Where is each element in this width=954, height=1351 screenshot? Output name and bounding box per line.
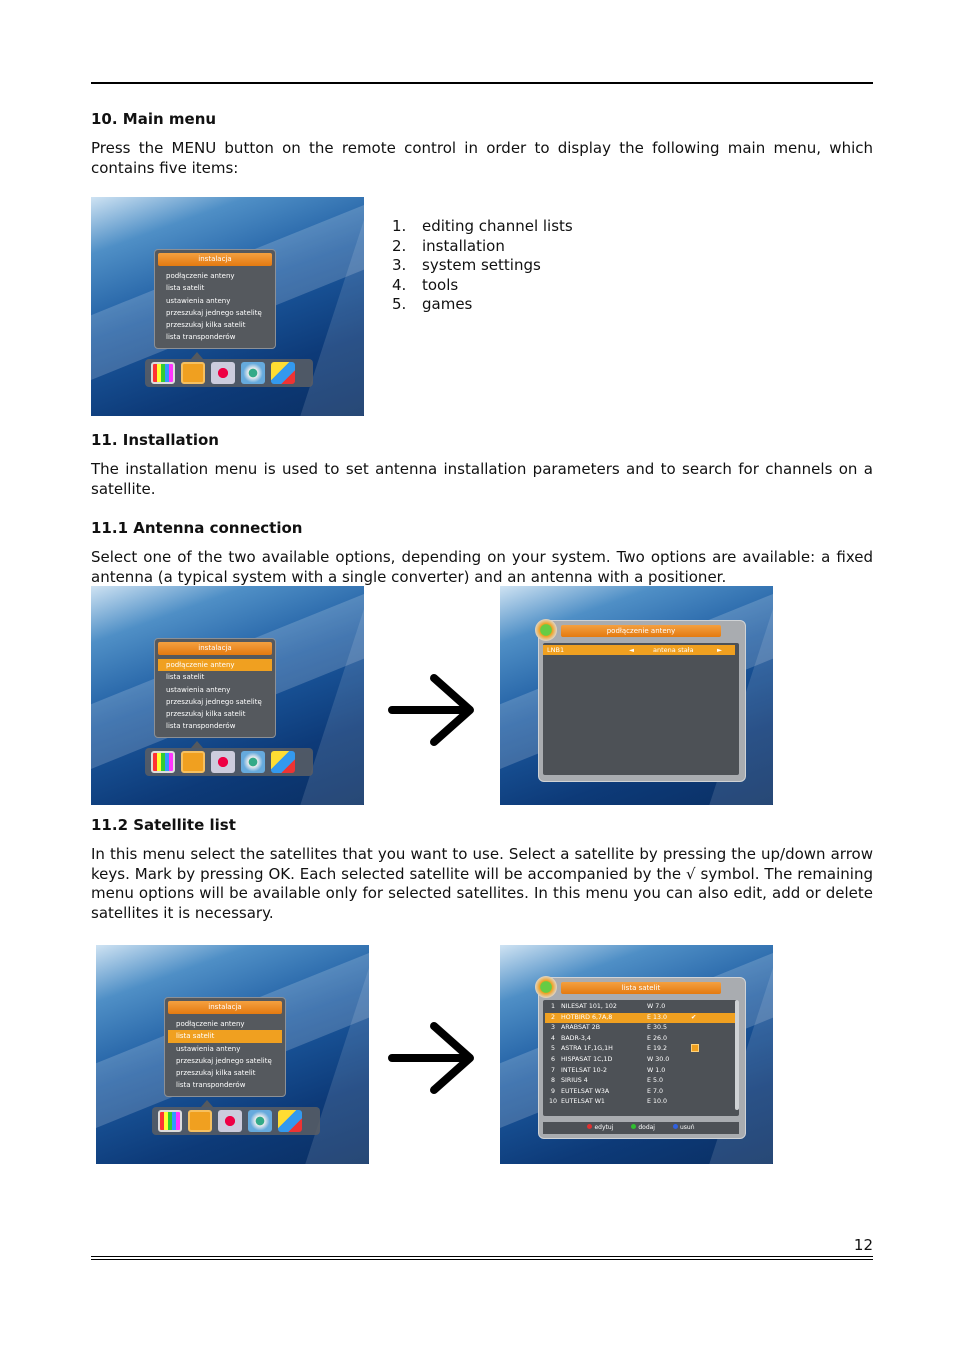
osd-menu-title: instalacja — [158, 253, 272, 266]
osd-menu-item: ustawienia anteny — [166, 296, 231, 305]
channel-list-icon — [151, 362, 175, 384]
channel-list-icon — [151, 751, 175, 773]
lnb-row — [543, 645, 735, 655]
footer-edit: edytuj — [587, 1122, 613, 1134]
checkmark-icon — [691, 1076, 721, 1087]
list-item: 5. games — [392, 295, 473, 313]
satellite-number: 3 — [550, 1024, 555, 1032]
installation-logo-icon — [535, 619, 557, 641]
satellite-position: E 26.0 — [647, 1034, 668, 1042]
table-row — [545, 1097, 735, 1108]
satellite-position: E 10.0 — [647, 1098, 668, 1106]
screenshot-satellite-list — [500, 945, 773, 1164]
tools-icon — [241, 362, 265, 384]
satellite-number: 6 — [550, 1055, 555, 1063]
satellite-name: SIRIUS 4 — [561, 1077, 588, 1085]
heading-installation: 11. Installation — [91, 431, 219, 449]
osd-menu-item: ustawienia anteny — [166, 685, 231, 694]
heading-satellite-list: 11.2 Satellite list — [91, 816, 236, 834]
menu-pointer-icon — [201, 1100, 213, 1107]
osd-menu-item: podłączenie anteny — [166, 272, 235, 280]
table-row — [545, 1066, 735, 1077]
games-icon — [278, 1110, 302, 1132]
paragraph-satellite-list: In this menu select the satellites that you want to use. Select a satellite by pressing the up/down arrow keys. Mark by pressing OK. Each selected satellite will be accompanied by the √ symbol. The remaining menu options will be available only for selected satellites. In this menu you can also edit, add or delete satellites it is necessary. — [91, 845, 873, 922]
installation-logo-icon — [535, 976, 557, 998]
checkmark-icon: ✔ — [691, 1013, 697, 1021]
tools-icon — [248, 1110, 272, 1132]
table-row — [545, 1023, 735, 1034]
osd-satellite-dialog — [538, 977, 746, 1139]
games-icon — [271, 751, 295, 773]
osd-menu-item: lista transponderów — [166, 333, 236, 342]
footer-rule — [91, 1259, 873, 1260]
table-row — [545, 1087, 735, 1098]
osd-menu-item: przeszukaj kilka satelit — [166, 710, 246, 719]
main-menu-items-list — [392, 217, 573, 315]
checkmark-icon — [691, 1023, 721, 1034]
satellite-position: E 7.0 — [647, 1087, 663, 1095]
satellite-name: ASTRA 1F,1G,1H — [561, 1045, 613, 1053]
satellite-name: NILESAT 101, 102 — [561, 1003, 617, 1010]
osd-antenna-dialog — [538, 620, 746, 782]
list-item: 4. tools — [392, 275, 459, 294]
checkmark-icon — [691, 1002, 721, 1013]
osd-menu-item: lista satelit — [166, 673, 205, 682]
osd-menu-panel — [154, 638, 276, 738]
satellite-position: E 30.5 — [647, 1024, 668, 1032]
satellite-number: 5 — [550, 1045, 555, 1053]
satellite-number: 7 — [550, 1066, 555, 1074]
blue-key-icon — [673, 1124, 678, 1129]
osd-dialog-title: lista satelit — [561, 982, 721, 994]
paragraph-main-menu: Press the MENU button on the remote control in order to display the following main menu, which contains five items: — [91, 139, 873, 177]
table-row — [545, 1055, 735, 1066]
table-row — [545, 1034, 735, 1045]
settings-icon — [211, 362, 235, 384]
osd-menu-item-selected: podłączenie anteny — [158, 659, 272, 671]
satellite-number: 1 — [550, 1003, 555, 1010]
osd-menu-item: przeszukaj jednego satelitę — [166, 697, 262, 706]
osd-menu-item: lista transponderów — [166, 722, 236, 731]
list-item: 1. editing channel lists — [392, 217, 573, 235]
footer-rule — [91, 1256, 873, 1257]
arrow-right-icon — [388, 672, 476, 748]
satellite-name: INTELSAT 10-2 — [561, 1066, 607, 1074]
table-row — [545, 1044, 735, 1055]
checkmark-icon — [691, 1066, 721, 1077]
osd-dialog-body — [543, 643, 739, 775]
osd-icon-bar — [145, 748, 313, 776]
satellite-number: 4 — [550, 1034, 555, 1042]
arrow-right-icon — [388, 1020, 476, 1096]
satellite-table — [545, 1002, 735, 1108]
paragraph-installation: The installation menu is used to set antenna installation parameters and to search for channels on a satellite. — [91, 460, 873, 498]
screenshot-main-menu — [91, 197, 364, 416]
checkmark-icon — [691, 1055, 721, 1066]
checkmark-icon — [691, 1087, 721, 1098]
satellite-position: E 19.2 — [647, 1045, 668, 1053]
heading-main-menu: 10. Main menu — [91, 110, 217, 128]
satellite-position: E 13.0 — [647, 1013, 668, 1021]
osd-menu-item: podłączenie anteny — [176, 1020, 245, 1028]
page-number: 12 — [853, 1236, 873, 1254]
satellite-position: W 1.0 — [647, 1066, 666, 1074]
osd-footer — [543, 1122, 739, 1134]
table-row — [545, 1076, 735, 1087]
osd-menu-item: lista satelit — [166, 284, 205, 293]
osd-menu-item: przeszukaj jednego satelitę — [176, 1056, 272, 1065]
list-item: 2. installation — [392, 236, 505, 255]
satellite-number: 9 — [550, 1087, 555, 1095]
satellite-name: HOTBIRD 6,7A,8 — [561, 1013, 613, 1021]
satellite-number: 8 — [550, 1077, 555, 1085]
paragraph-antenna-connection: Select one of the two available options, depending on your system. Two options are available: a fixed antenna (a typical system with a single converter) and an antenna with a positioner. — [91, 548, 873, 586]
menu-pointer-icon — [191, 741, 203, 748]
satellite-name: BADR-3,4 — [561, 1034, 591, 1042]
settings-icon — [211, 751, 235, 773]
left-arrow-icon: ◄ — [629, 646, 634, 654]
green-key-icon — [631, 1124, 636, 1129]
satellite-name: EUTELSAT W3A — [561, 1087, 610, 1095]
osd-dialog-body — [543, 1000, 739, 1116]
osd-icon-bar — [152, 1107, 320, 1135]
footer-delete: usuń — [673, 1122, 695, 1134]
osd-menu-item: przeszukaj jednego satelitę — [166, 308, 262, 317]
right-arrow-icon: ► — [717, 646, 722, 654]
osd-dialog-title: podłączenie anteny — [561, 625, 721, 637]
tools-icon — [241, 751, 265, 773]
osd-menu-item: przeszukaj kilka satelit — [166, 321, 246, 330]
header-rule — [91, 82, 873, 84]
osd-icon-bar — [145, 359, 313, 387]
checkbox-icon — [691, 1044, 699, 1052]
heading-antenna-connection: 11.1 Antenna connection — [91, 519, 303, 537]
checkmark-icon — [691, 1034, 721, 1045]
satellite-number: 10 — [548, 1098, 557, 1106]
screenshot-antenna-connection — [500, 586, 773, 805]
checkmark-icon — [691, 1097, 721, 1108]
satellite-position: W 30.0 — [647, 1055, 670, 1063]
installation-icon — [181, 362, 205, 384]
osd-menu-title: instalacja — [168, 1001, 282, 1014]
installation-icon — [188, 1110, 212, 1132]
satellite-name: EUTELSAT W1 — [561, 1098, 605, 1106]
settings-icon — [218, 1110, 242, 1132]
osd-menu-panel — [154, 249, 276, 349]
scrollbar — [735, 1000, 739, 1110]
screenshot-installation-menu — [91, 586, 364, 805]
table-row — [545, 1013, 735, 1024]
osd-menu-panel — [164, 997, 286, 1097]
osd-menu-title: instalacja — [158, 642, 272, 655]
footer-add: dodaj — [631, 1122, 655, 1134]
satellite-position: E 5.0 — [647, 1077, 663, 1085]
osd-menu-item: lista transponderów — [176, 1081, 246, 1090]
screenshot-satellite-menu — [96, 945, 369, 1164]
menu-pointer-icon — [191, 352, 203, 359]
satellite-position: W 7.0 — [647, 1003, 666, 1010]
red-key-icon — [587, 1124, 592, 1129]
satellite-number: 2 — [550, 1013, 555, 1021]
lnb-label: LNB1 — [547, 646, 565, 654]
osd-menu-item: ustawienia anteny — [176, 1044, 241, 1053]
games-icon — [271, 362, 295, 384]
satellite-name: HISPASAT 1C,1D — [561, 1055, 613, 1063]
osd-menu-item-selected: lista satelit — [168, 1030, 282, 1042]
table-row — [545, 1002, 735, 1013]
installation-icon — [181, 751, 205, 773]
checkmark-icon — [691, 1044, 721, 1055]
satellite-name: ARABSAT 2B — [561, 1024, 601, 1032]
osd-menu-item: przeszukaj kilka satelit — [176, 1069, 256, 1078]
lnb-value: antena stała — [653, 646, 694, 654]
channel-list-icon — [158, 1110, 182, 1132]
list-item: 3. system settings — [392, 256, 541, 274]
